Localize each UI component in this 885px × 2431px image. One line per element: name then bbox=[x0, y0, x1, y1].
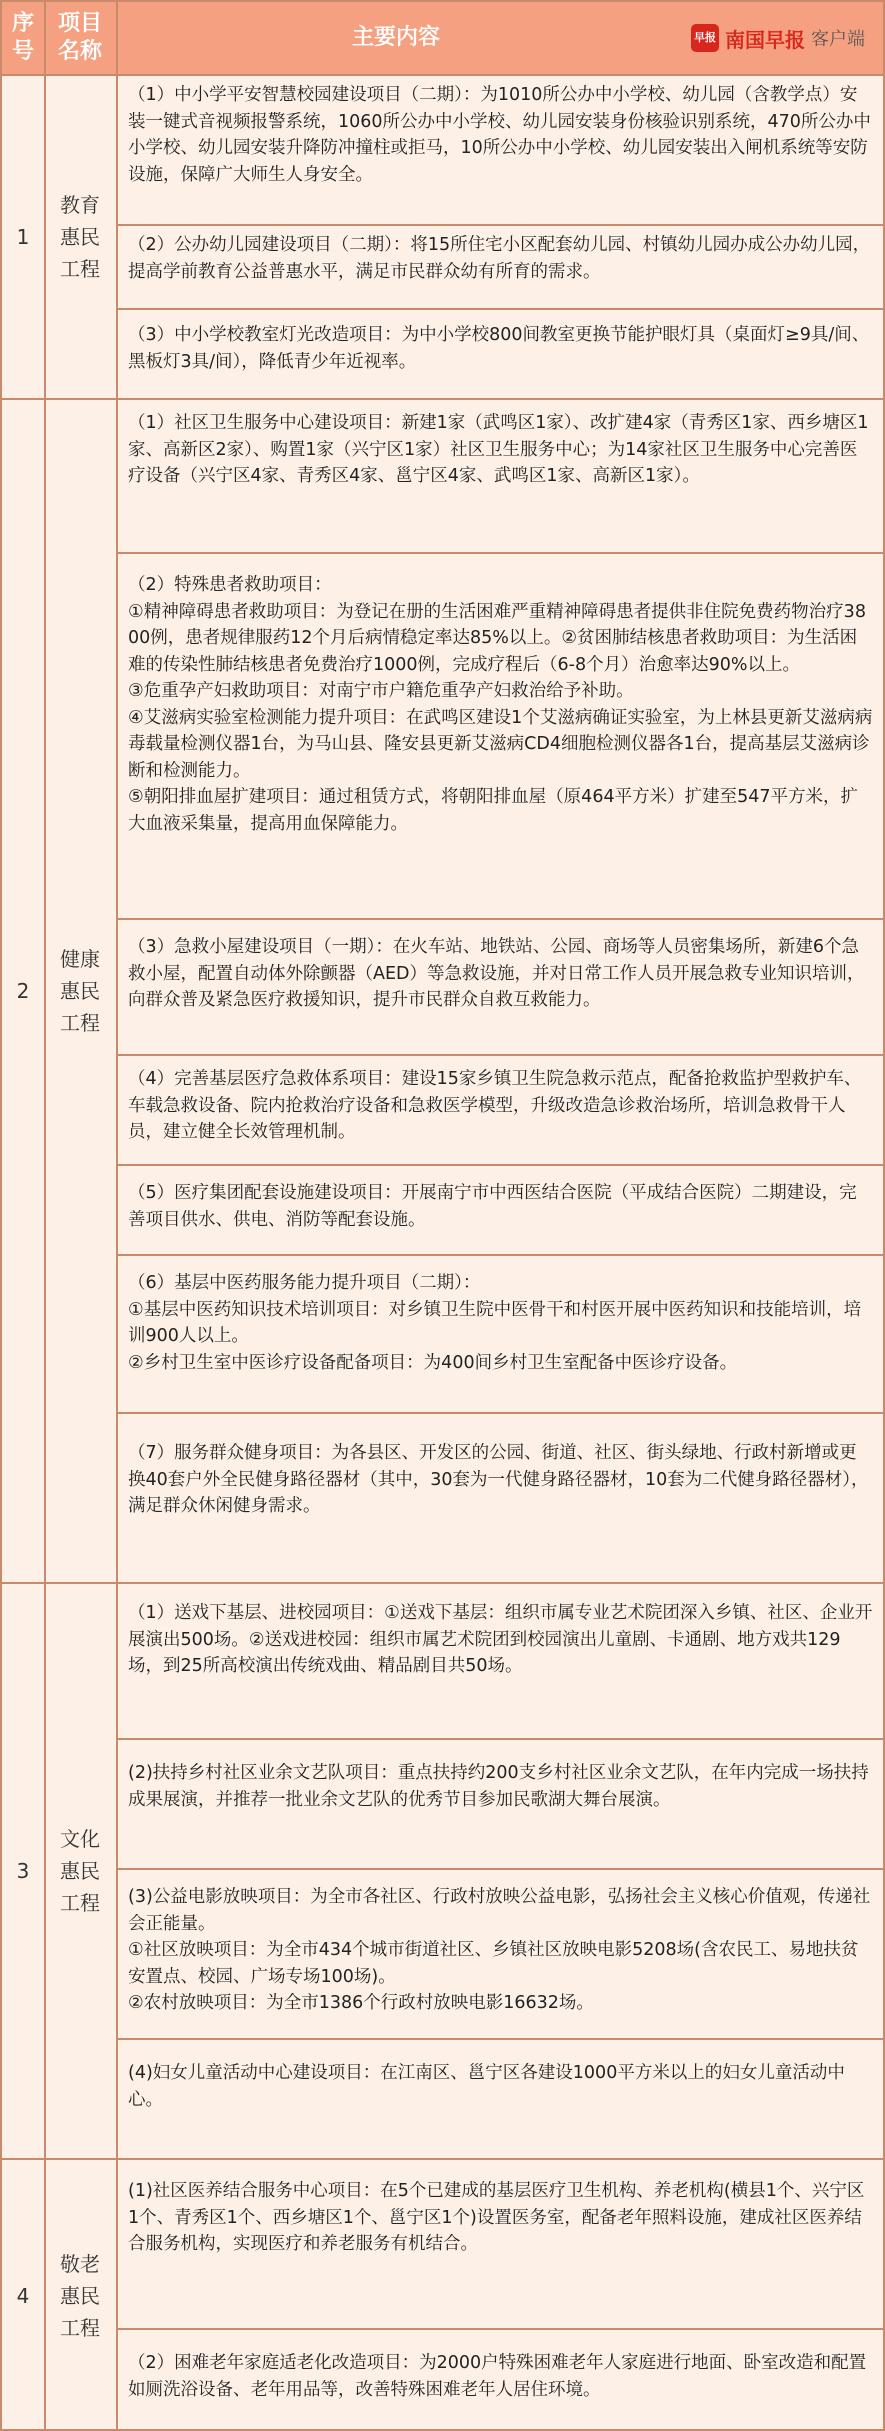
brand-logo-icon: 早报 bbox=[691, 24, 719, 52]
group-health bbox=[2, 400, 883, 1584]
group-name bbox=[44, 400, 118, 1582]
table-row: (2)扶持乡村社区业余文艺队项目：重点扶持约200支乡村社区业余文艺队，在年内完成一场扶持成果展演，并推荐一批业余文艺队的优秀节目参加民歌湖大舞台展演。 bbox=[116, 1740, 883, 1870]
table-row: （7）服务群众健身项目：为各县区、开发区的公园、街道、社区、街头绿地、行政村新增或更换40套户外全民健身路径器材（其中，30套为一代健身路径器材，10套为二代健身路径器材），满足群众休闲健身需求。 bbox=[128, 1443, 869, 1516]
group-number: 3 bbox=[2, 1584, 46, 2158]
table-header bbox=[2, 2, 883, 76]
group-number: 1 bbox=[2, 76, 46, 398]
header-main-content: 主要内容 bbox=[351, 25, 440, 50]
group-name bbox=[44, 1584, 118, 2158]
group-name-text: 敬老 惠民 工程 bbox=[60, 2251, 100, 2340]
group-name bbox=[44, 2160, 118, 2431]
table-row: （2）特殊患者救助项目： ①精神障碍患者救助项目：为登记在册的生活困难严重精神障碍患者提供非住院免费药物治疗3800例，患者规律服药12个月后病情稳定率达85%以上。②贫困肺结核患者救助项目：为生活困难的传染性肺结核患者免费治疗1000例，完成疗程后（6-8个月）治愈率达90%以上。 ③危重孕产妇救助项目：对南宁市户籍危重孕产妇救治给予补助。 ④艾滋病实验室检测能力提升项目：在武鸣区建设1个艾滋病确证实验室，为上林县更新艾滋病病毒载量检测仪器1台，为马山县、隆安县更新艾滋病CD4细胞检测仪器各1台，提高基层艾滋病诊断和检测能力。 ⑤朝阳排血屋扩建项目：通过租赁方式，将朝阳排血屋（原464平方米）扩建至547平方米，扩大血液采集量，提高用血保障能力。 bbox=[116, 554, 883, 920]
brand-watermark bbox=[691, 22, 865, 54]
group-education bbox=[2, 76, 883, 400]
header-project-name: 项目 名称 bbox=[44, 2, 118, 74]
table-row: (3)公益电影放映项目：为全市各社区、行政村放映公益电影，弘扬社会主义核心价值观，传递社会正能量。 ①社区放映项目：为全市434个城市街道社区、乡镇社区放映电影5208场(含农民工、易地扶贫安置点、校园、广场专场100场)。 ②农村放映项目：为全市1386个行政村放映电影16632场。 bbox=[116, 1870, 883, 2040]
group-number: 4 bbox=[2, 2160, 46, 2431]
table-row: （1）送戏下基层、进校园项目：①送戏下基层：组织市属专业艺术院团深入乡镇、社区、企业开展演出500场。②送戏进校园：组织市属艺术院团到校园演出儿童剧、卡通剧、地方戏共129场，到25所高校演出传统戏曲、精品剧目共50场。 bbox=[116, 1584, 883, 1740]
table-row: （5）医疗集团配套设施建设项目：开展南宁市中西医结合医院（平成结合医院）二期建设，完善项目供水、供电、消防等配套设施。 bbox=[116, 1166, 883, 1256]
table-row: (1)社区医养结合服务中心项目：在5个已建成的基层医疗卫生机构、养老机构(横县1个、兴宁区1个、青秀区1个、西乡塘区1个、邕宁区1个)设置医务室，配备老年照料设施，建成社区医养结合服务机构，实现医疗和养老服务有机结合。 bbox=[116, 2160, 883, 2330]
group-name-text: 文化 惠民 工程 bbox=[60, 1827, 100, 1915]
table-row: （2）公办幼儿园建设项目（二期）：将15所住宅小区配套幼儿园、村镇幼儿园办成公办幼儿园，提高学前教育公益普惠水平，满足市民群众幼有所育的需求。 bbox=[116, 226, 883, 310]
group-name bbox=[44, 76, 118, 398]
group-number: 2 bbox=[2, 400, 46, 1582]
group-name-text: 教育 惠民 工程 bbox=[60, 193, 100, 281]
table-row: （2）困难老年家庭适老化改造项目：为2000户特殊困难老年人家庭进行地面、卧室改造和配置如厕洗浴设备、老年用品等，改善特殊困难老年人居住环境。 bbox=[128, 2353, 867, 2400]
header-serial-number: 序 号 bbox=[2, 2, 46, 74]
table-row: （4）完善基层医疗急救体系项目：建设15家乡镇卫生院急救示范点，配备抢救监护型救护车、车载急救设备、院内抢救治疗设备和急救医学模型，升级改造急诊救治场所，培训急救骨干人员，建立健全长效管理机制。 bbox=[116, 1056, 883, 1166]
table-row: （3）急救小屋建设项目（一期）：在火车站、地铁站、公园、商场等人员密集场所，新建6个急救小屋，配置自动体外除颤器（AED）等急救设施，并对日常工作人员开展急救专业知识培训，向群众普及紧急医疗救援知识，提升市民群众自救互救能力。 bbox=[116, 920, 883, 1056]
group-name-text: 健康 惠民 工程 bbox=[60, 947, 100, 1035]
table-row: （1）社区卫生服务中心建设项目：新建1家（武鸣区1家）、改扩建4家（青秀区1家、西乡塘区1家、高新区2家）、购置1家（兴宁区1家）社区卫生服务中心；为14家社区卫生服务中心完善医疗设备（兴宁区4家、青秀区4家、邕宁区4家、武鸣区1家、高新区1家）。 bbox=[116, 400, 883, 554]
group-elderly bbox=[2, 2160, 883, 2431]
group-culture bbox=[2, 1584, 883, 2160]
table-row: （6）基层中医药服务能力提升项目（二期）： ①基层中医药知识技术培训项目：对乡镇卫生院中医骨干和村医开展中医药知识和技能培训，培训900人以上。 ②乡村卫生室中医诊疗设备配备项目：为400间乡村卫生室配备中医诊疗设备。 bbox=[116, 1256, 883, 1414]
table-row: (4)妇女儿童活动中心建设项目：在江南区、邕宁区各建设1000平方米以上的妇女儿童活动中心。 bbox=[128, 2063, 845, 2110]
table-row: （1）中小学平安智慧校园建设项目（二期）：为1010所公办中小学校、幼儿园（含教学点）安装一键式音视频报警系统，1060所公办中小学校、幼儿园安装身份核验识别系统，470所公办中小学校、幼儿园安装升降防冲撞柱或拒马，10所公办中小学校、幼儿园安装出入闸机系统等安防设施，保障广大师生人身安全。 bbox=[116, 76, 883, 226]
table-row: （3）中小学校教室灯光改造项目：为中小学校800间教室更换节能护眼灯具（桌面灯≥9具/间、黑板灯3具/间），降低青少年近视率。 bbox=[128, 325, 870, 372]
brand-name: 南国早报 bbox=[725, 27, 805, 52]
brand-client-label: 客户端 bbox=[811, 29, 865, 50]
